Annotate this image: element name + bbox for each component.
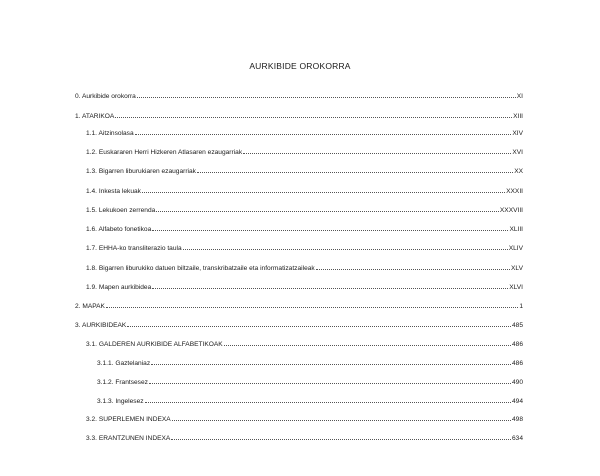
toc-entry-label: 1.4. Inkesta lekuak	[86, 188, 141, 195]
toc-entry-page: 486	[511, 360, 523, 367]
dot-leader	[224, 340, 511, 346]
dot-leader	[183, 244, 508, 250]
dot-leader	[149, 378, 511, 384]
toc-entry-label: 2. MAPAK	[75, 303, 105, 310]
toc-entry	[97, 397, 523, 405]
toc-entry-label: 1.7. EHHA-ko transliterazio taula	[86, 245, 182, 252]
toc-entry-label: 1. ATARIKOA	[75, 113, 115, 120]
toc-entry	[97, 378, 523, 386]
toc-entry-label: 3.3. ERANTZUNEN INDEXA	[86, 435, 171, 442]
toc-entry-page: XI	[516, 93, 523, 100]
toc-entry-label: 3.1.2. Frantsesez	[97, 379, 148, 386]
dot-leader	[145, 397, 511, 403]
toc-entry-label: 1.2. Euskararen Herri Hizkeren Atlasaren ezaugarriak	[86, 149, 243, 156]
toc-entry-page: 634	[511, 435, 523, 442]
toc-entry-page: XX	[514, 168, 523, 175]
toc-entry	[86, 129, 523, 137]
toc-entry	[86, 206, 523, 214]
dot-leader	[243, 148, 511, 154]
toc-entry-label: 1.9. Mapen aurkibidea	[86, 284, 152, 291]
toc-entry-label: 1.3. Bigarren liburukiaren ezaugarriak	[86, 168, 196, 175]
toc-entry-page: XLIV	[508, 245, 523, 252]
toc-entry-label: 3.1. GALDEREN AURKIBIDE ALFABETIKOAK	[86, 341, 223, 348]
dot-leader	[172, 415, 511, 421]
dot-leader	[171, 434, 511, 440]
dot-leader	[152, 283, 508, 289]
toc-entry-label: 0. Aurkibide orokorra	[75, 93, 136, 100]
toc-entry	[86, 264, 523, 272]
toc-entry	[86, 187, 523, 195]
toc-entry-label: 1.6. Alfabeto fonetikoa	[86, 226, 152, 233]
toc-entry	[86, 340, 523, 348]
dot-leader	[135, 129, 512, 135]
toc-entry-label: 3.1.3. Ingelesez	[97, 398, 144, 405]
page-title: AURKIBIDE OROKORRA	[249, 61, 351, 71]
dot-leader	[106, 302, 518, 308]
toc-entry-label: 3. AURKIBIDEAK	[75, 322, 127, 329]
toc-entry-label: 1.1. Aitzinsolasa	[86, 130, 134, 137]
toc-entry-page: XVI	[512, 149, 523, 156]
toc-entry-page: XXXII	[506, 188, 523, 195]
toc-entry	[97, 359, 523, 367]
toc-entry-label: 1.5. Lekukoen zerrenda	[86, 207, 156, 214]
toc-entry	[75, 92, 523, 100]
dot-leader	[142, 187, 505, 193]
toc-entry-page: XLIII	[509, 226, 523, 233]
toc-entry	[75, 321, 523, 329]
toc-entry-page: XLV	[511, 265, 523, 272]
dot-leader	[137, 92, 516, 98]
toc-entry-page: 494	[511, 398, 523, 405]
toc-entry	[86, 434, 523, 442]
toc-entry-label: 3.1.1. Gaztelaniaz	[97, 360, 151, 367]
toc-entry	[86, 167, 523, 175]
toc-entry	[86, 225, 523, 233]
toc-entry-page: 1	[519, 303, 523, 310]
toc-entry	[86, 283, 523, 291]
toc-entry	[75, 112, 523, 120]
dot-leader	[152, 225, 508, 231]
dot-leader	[316, 264, 510, 270]
toc-entry-page: 485	[511, 322, 523, 329]
dot-leader	[127, 321, 511, 327]
toc-entry	[86, 244, 523, 252]
toc-entry	[75, 302, 523, 310]
toc-entry-page: XXXVIII	[499, 207, 523, 214]
toc-entry-page: 498	[511, 416, 523, 423]
dot-leader	[115, 112, 512, 118]
dot-leader	[151, 359, 511, 365]
toc-entry-page: XLVI	[509, 284, 523, 291]
toc-entry-page: 486	[511, 341, 523, 348]
toc-entry	[86, 415, 523, 423]
toc-entry-page: XIII	[513, 113, 523, 120]
toc-entry-label: 3.2. SUPERLEMEN INDEXA	[86, 416, 171, 423]
toc-entry-page: 490	[511, 379, 523, 386]
toc-entry	[86, 148, 523, 156]
toc-entry-label: 1.8. Bigarren liburukiko datuen biltzaile, transkribatzaile eta informatizatzaileak	[86, 265, 315, 272]
toc-entry-page: XIV	[512, 130, 523, 137]
dot-leader	[156, 206, 499, 212]
dot-leader	[197, 167, 513, 173]
